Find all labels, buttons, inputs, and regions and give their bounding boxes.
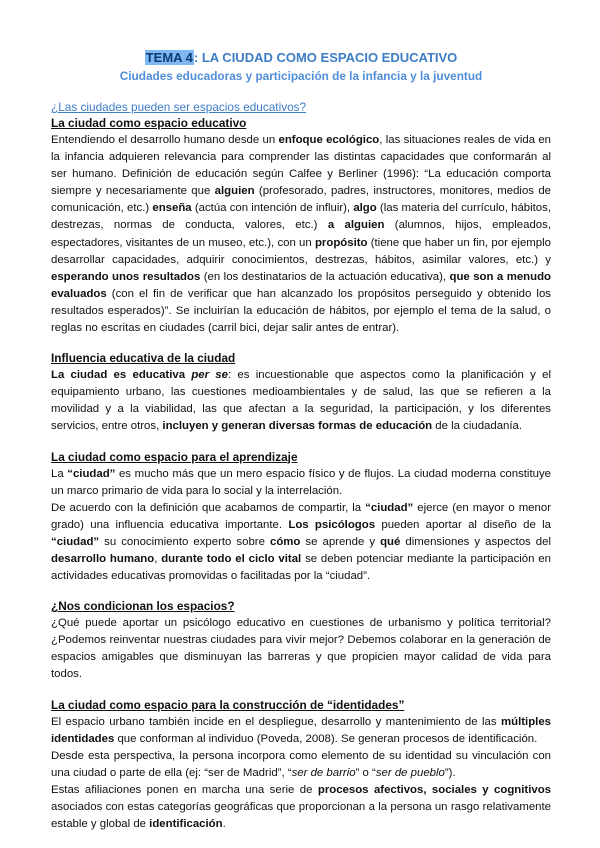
paragraph (51, 132, 551, 337)
text-run: (tiene que haber un fin, por ejemplo desarrollar capacidades, adquirir conocimientos, destrezas, hábitos, asimilar valores, etc.) y (51, 236, 551, 266)
section-heading: ¿Nos condicionan los espacios? (51, 599, 235, 614)
text-run: enseña (152, 202, 192, 215)
document-body (51, 100, 551, 833)
text-run: Desde esta perspectiva, la persona incorpora como elemento de su identidad su vinculación con una ciudad o parte de ella (ej: “ser de Madrid”, “ (51, 749, 551, 779)
text-run: desarrollo humano (51, 552, 155, 565)
text-run: qué (380, 535, 401, 548)
text-run: que conforman al individuo (Poveda, 2008). Se generan procesos de identificación. (114, 732, 538, 745)
paragraph (51, 782, 551, 833)
text-run: : es incuestionable que aspectos como la planificación y el equipamiento urbano, las cuestiones medioambientales y de salud, las que se refieren a la movilidad y a la viabilidad, las que afectan a la seguridad, la participación, y los diferentes servicios, entre otros, (51, 369, 551, 433)
title-block (51, 50, 551, 84)
section (51, 449, 551, 586)
text-run: , las situaciones reales de vida en la infancia adquieren relevancia para comprender las distintas capacidades que conformarán al ser humano. Definición de educación según Calfee y Berliner (1996): “La educación comporta siempre y necesariamente que (51, 134, 552, 198)
text-run: ” o “ (355, 766, 376, 779)
text-run: (con el fin de verificar que han alcanzado los propósitos perseguido y obtenido los resultados esperados)”. Se incluirían la educación de hábitos, por ejemplo el tema de la salud, o reglas no escritas en ciudades (carril bici, dejar salir antes de entrar). (51, 287, 551, 335)
text-run: (en los destinatarios de la actuación educativa), (200, 270, 450, 283)
text-run: se deben potenciar mediante la participación en actividades educativas promovidas o facilitadas por la “ciudad”. (51, 552, 551, 583)
text-run: De acuerdo con la definición que acabamos de compartir, la (51, 501, 366, 514)
text-run: es mucho más que un mero espacio físico y de flujos. La ciudad moderna constituye un marco primario de vida para lo social y la interrelación. (51, 467, 551, 497)
document-subtitle: Ciudades educadoras y participación de la infancia y la juventud (119, 69, 483, 83)
text-run: (actúa con intención de influir), (191, 202, 354, 215)
document-title (51, 50, 551, 66)
section-question-heading: ¿Las ciudades pueden ser espacios educativos? (51, 100, 307, 114)
section-heading: La ciudad como espacio para la construcción de “identidades” (51, 697, 405, 712)
paragraph (51, 615, 551, 683)
text-run: que son a menudo evaluados (51, 270, 551, 300)
text-run: (alumnos, hijos, empleados, espectadores, visitantes de un museo, etc.), con un (51, 219, 551, 249)
text-run: enfoque ecológico (278, 134, 380, 146)
section-heading: La ciudad como espacio educativo (51, 116, 247, 130)
text-run: dimensiones y aspectos del (400, 535, 551, 548)
section (51, 100, 551, 337)
text-run: esperando unos resultados (51, 270, 201, 283)
title-highlight: TEMA 4 (145, 50, 193, 65)
title-rest: : LA CIUDAD COMO ESPACIO EDUCATIVO (193, 50, 458, 65)
section-heading: La ciudad como espacio para el aprendizaje (51, 449, 298, 464)
text-run: algo (353, 202, 377, 215)
text-run: . (222, 818, 226, 831)
text-run: a alguien (327, 219, 385, 232)
section (51, 350, 551, 435)
text-run: “ciudad” (67, 467, 116, 480)
text-run: , (154, 552, 162, 565)
text-run: múltiples identidades (51, 715, 551, 745)
text-run: “ciudad” (365, 501, 414, 514)
section (51, 598, 551, 683)
text-run: ser de pueblo (375, 766, 445, 779)
text-run: Los psicólogos (288, 518, 376, 531)
paragraph (51, 367, 551, 435)
text-run: cómo (269, 535, 301, 548)
text-run: procesos afectivos, sociales y cognitivos (317, 783, 551, 796)
text-run: ”). (444, 766, 456, 779)
text-run: identificación (149, 818, 223, 831)
text-run: alguien (214, 185, 255, 198)
text-run: La (51, 467, 68, 480)
text-run: ser de barrio (291, 766, 356, 779)
text-run: incluyen y generan diversas formas de educación (162, 420, 433, 433)
text-run: “ciudad” (51, 535, 100, 548)
text-run: ejerce (en mayor o menor grado) una influencia educativa importante. (51, 501, 551, 531)
section (51, 697, 551, 834)
text-run: durante todo el ciclo vital (161, 552, 302, 565)
text-run: El espacio urbano también incide en el despliegue, desarrollo y mantenimiento de las (51, 715, 501, 728)
text-run: (profesorado, padres, instructores, monitores, medios de comunicación, etc.) (51, 185, 551, 215)
paragraph (51, 714, 551, 748)
text-run: de la ciudadanía. (432, 420, 523, 433)
text-run: su conocimiento experto sobre (99, 535, 270, 548)
paragraph (51, 500, 551, 585)
text-run: Estas afiliaciones ponen en marcha una serie de (51, 783, 318, 796)
text-run: asociados con estas categorías geográficas que proporcionan a la persona un rasgo relativamente estable y global de (51, 801, 551, 831)
paragraph (51, 466, 551, 500)
text-run: Entendiendo el desarrollo humano desde un (51, 134, 279, 146)
text-run: (las materia del currículo, hábitos, destrezas, normas de conducta, valores, etc.) (51, 202, 551, 232)
text-run: propósito (314, 236, 368, 249)
text-run: se aprende y (300, 535, 381, 548)
paragraph (51, 748, 551, 782)
text-run: ¿Qué puede aportar un psicólogo educativo en cuestiones de urbanismo y política territorial? ¿Podemos reinventar nuestras ciudades para vivir mejor? Debemos colaborar en la generación de espacios amigables que disminuyan las barreras y que propicien mayor calidad de vida para todos. (51, 617, 551, 681)
section-heading: Influencia educativa de la ciudad (51, 351, 236, 366)
text-run: pueden aportar al diseño de la (375, 518, 551, 531)
text-run: per se (191, 369, 228, 382)
text-run: La ciudad es educativa (51, 369, 192, 382)
